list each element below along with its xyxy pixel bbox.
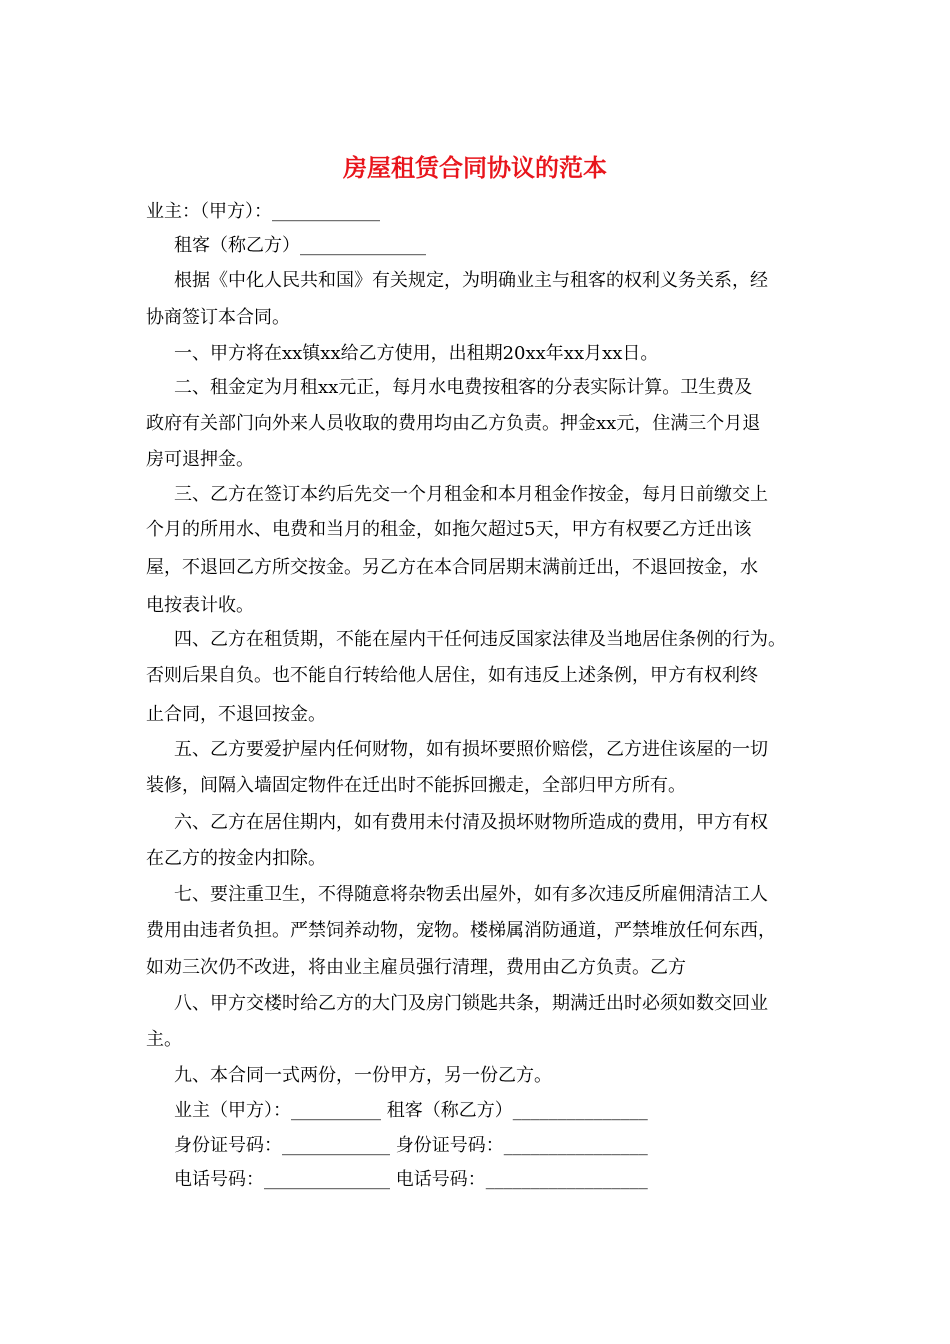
signature-row-1: 业主（甲方）：__________ 租客（称乙方）_______________ [174,1100,648,1121]
signature-row-2: 身份证号码：____________ 身份证号码：________________ [174,1135,648,1156]
clause-line: 一、甲方将在xx镇xx给乙方使用，出租期20xx年xx月xx日。 [174,343,659,364]
clause-line: 六、乙方在居住期内，如有费用未付清及损坏财物所造成的费用，甲方有权 [174,812,768,833]
clause-line: 屋，不退回乙方所交按金。另乙方在本合同居期末满前迁出，不退回按金，水 [146,557,758,578]
party-a-line: 业主：（甲方）：____________ [146,201,380,222]
document-title: 房屋租赁合同协议的范本 [343,153,607,182]
clause-line: 九、本合同一式两份，一份甲方，另一份乙方。 [174,1065,552,1086]
clause-line: 八、甲方交楼时给乙方的大门及房门锁匙共条，期满迁出时必须如数交回业 [174,993,768,1014]
signature-row-3: 电话号码：______________ 电话号码：__________________ [174,1169,648,1190]
party-b-line: 租客（称乙方）______________ [174,235,426,256]
clause-line: 四、乙方在租赁期，不能在屋内干任何违反国家法律及当地居住条例的行为。 [174,629,786,650]
clause-line: 个月的所用水、电费和当月的租金，如拖欠超过5天，甲方有权要乙方迁出该 [146,519,752,540]
clause-line: 五、乙方要爱护屋内任何财物，如有损坏要照价赔偿，乙方进住该屋的一切 [174,739,768,760]
paragraph-line: 根据《中化人民共和国》有关规定，为明确业主与租客的权利义务关系，经 [174,270,768,291]
clause-line: 电按表计收。 [146,595,254,616]
clause-line: 在乙方的按金内扣除。 [146,848,326,869]
clause-line: 三、乙方在签订本约后先交一个月租金和本月租金作按金，每月日前缴交上 [174,484,768,505]
clause-line: 房可退押金。 [146,449,254,470]
clause-line: 止合同，不退回按金。 [146,704,326,725]
clause-line: 主。 [146,1029,182,1050]
clause-line: 七、要注重卫生，不得随意将杂物丢出屋外，如有多次违反所雇佣清洁工人 [174,884,768,905]
clause-line: 如劝三次仍不改进，将由业主雇员强行清理，费用由乙方负责。乙方 [146,957,686,978]
clause-line: 政府有关部门向外来人员收取的费用均由乙方负责。押金xx元，住满三个月退 [146,413,761,434]
clause-line: 装修，间隔入墙固定物件在迁出时不能拆回搬走，全部归甲方所有。 [146,775,686,796]
paragraph-line: 协商签订本合同。 [146,307,290,328]
clause-line: 二、租金定为月租xx元正，每月水电费按租客的分表实际计算。卫生费及 [174,377,753,398]
clause-line: 否则后果自负。也不能自行转给他人居住，如有违反上述条例，甲方有权利终 [146,665,758,686]
clause-line: 费用由违者负担。严禁饲养动物，宠物。楼梯属消防通道，严禁堆放任何东西， [146,920,776,941]
